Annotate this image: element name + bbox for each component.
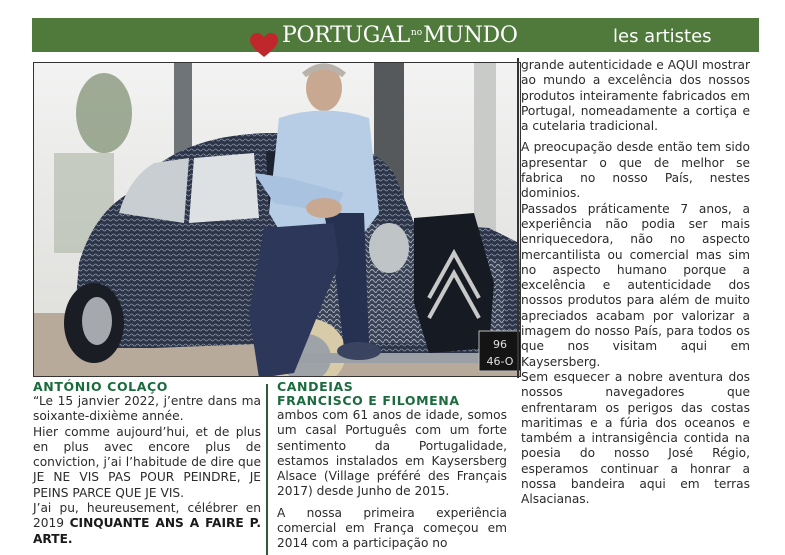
masthead-left: PORTUGAL [282, 23, 410, 48]
article-candeias [277, 380, 507, 552]
paragraph: Hier comme aujourd’hui, et de plus en plus avec encore plus de conviction, j’ai l’habitude de dire que JE NE VIS PAS POUR PEINDRE, JE PEINS PARCE QUE JE VIS. [33, 424, 261, 500]
artist-name-line-1: CANDEIAS [277, 379, 354, 394]
plate-line-2: 46-O [486, 355, 514, 368]
paragraph: “Le 15 janvier 2022, j’entre dans ma soixante-dixième année. [33, 394, 261, 424]
paragraph: A nossa primeira experiência comercial em França começou em 2014 com a participação no [277, 505, 507, 551]
masthead-right: MUNDO [423, 23, 518, 48]
bold-highlight: CINQUANTE ANS A FAIRE P. ARTE. [33, 516, 261, 546]
plate-line-1: 96 [493, 338, 507, 351]
article-continuation [521, 58, 750, 508]
paragraph-text: J’ai pu, heureusement, célébrer en 2019 [33, 501, 261, 531]
paragraph [33, 501, 261, 547]
paragraph: Sem esquecer a nobre aventura dos nossos navegadores que enfrentaram os perigos das costas maritimas e a fúria dos oceanos e também a intransigência contida na poesia do nosso José Régio, esperamos continuar a honrar a nossa bandeira aqui em terras Alsacianas. [521, 369, 750, 507]
article-photo [33, 62, 521, 377]
paragraph: Passados práticamente 7 anos, a experiência não podia ser mais enriquecedora, não no aspecto mercantilista ou comercial mas sim no aspecto humano porque a excelência e autenticidade dos nossos produtos para além de muito apreciados acabam por valorizar a imagem do nosso País, para todos os que nos visitam aqui em Kaysersberg. [521, 201, 750, 369]
heart-icon [249, 32, 279, 58]
artist-name-line-2: FRANCISCO E FILOMENA [277, 393, 460, 408]
paragraph: ambos com 61 anos de idade, somos um casal Português com um forte sentimento da Portugalidade, estamos instalados em Kaysersberg Alsace (Village préféré des Français 2017) desde Junho de 2015. [277, 408, 507, 499]
masthead-title [282, 22, 518, 50]
paragraph: grande autenticidade e AQUI mostrar ao mundo a excelência dos nossos produtos inteiramente fabricados em Portugal, nomeadamente a cortiça e a cutelaria tradicional. [521, 58, 750, 134]
photo-illustration [34, 63, 521, 377]
article-antonio-colaco [33, 380, 261, 547]
paragraph: A preocupação desde então tem sido apresentar o que de melhor se fabrica no nosso País, nestes dominios. [521, 140, 750, 201]
column-divider [266, 384, 268, 555]
artist-name: ANTÓNIO COLAÇO [33, 379, 169, 394]
masthead-sup: no [410, 28, 423, 38]
section-label: les artistes [613, 26, 712, 47]
column-divider [517, 58, 519, 378]
